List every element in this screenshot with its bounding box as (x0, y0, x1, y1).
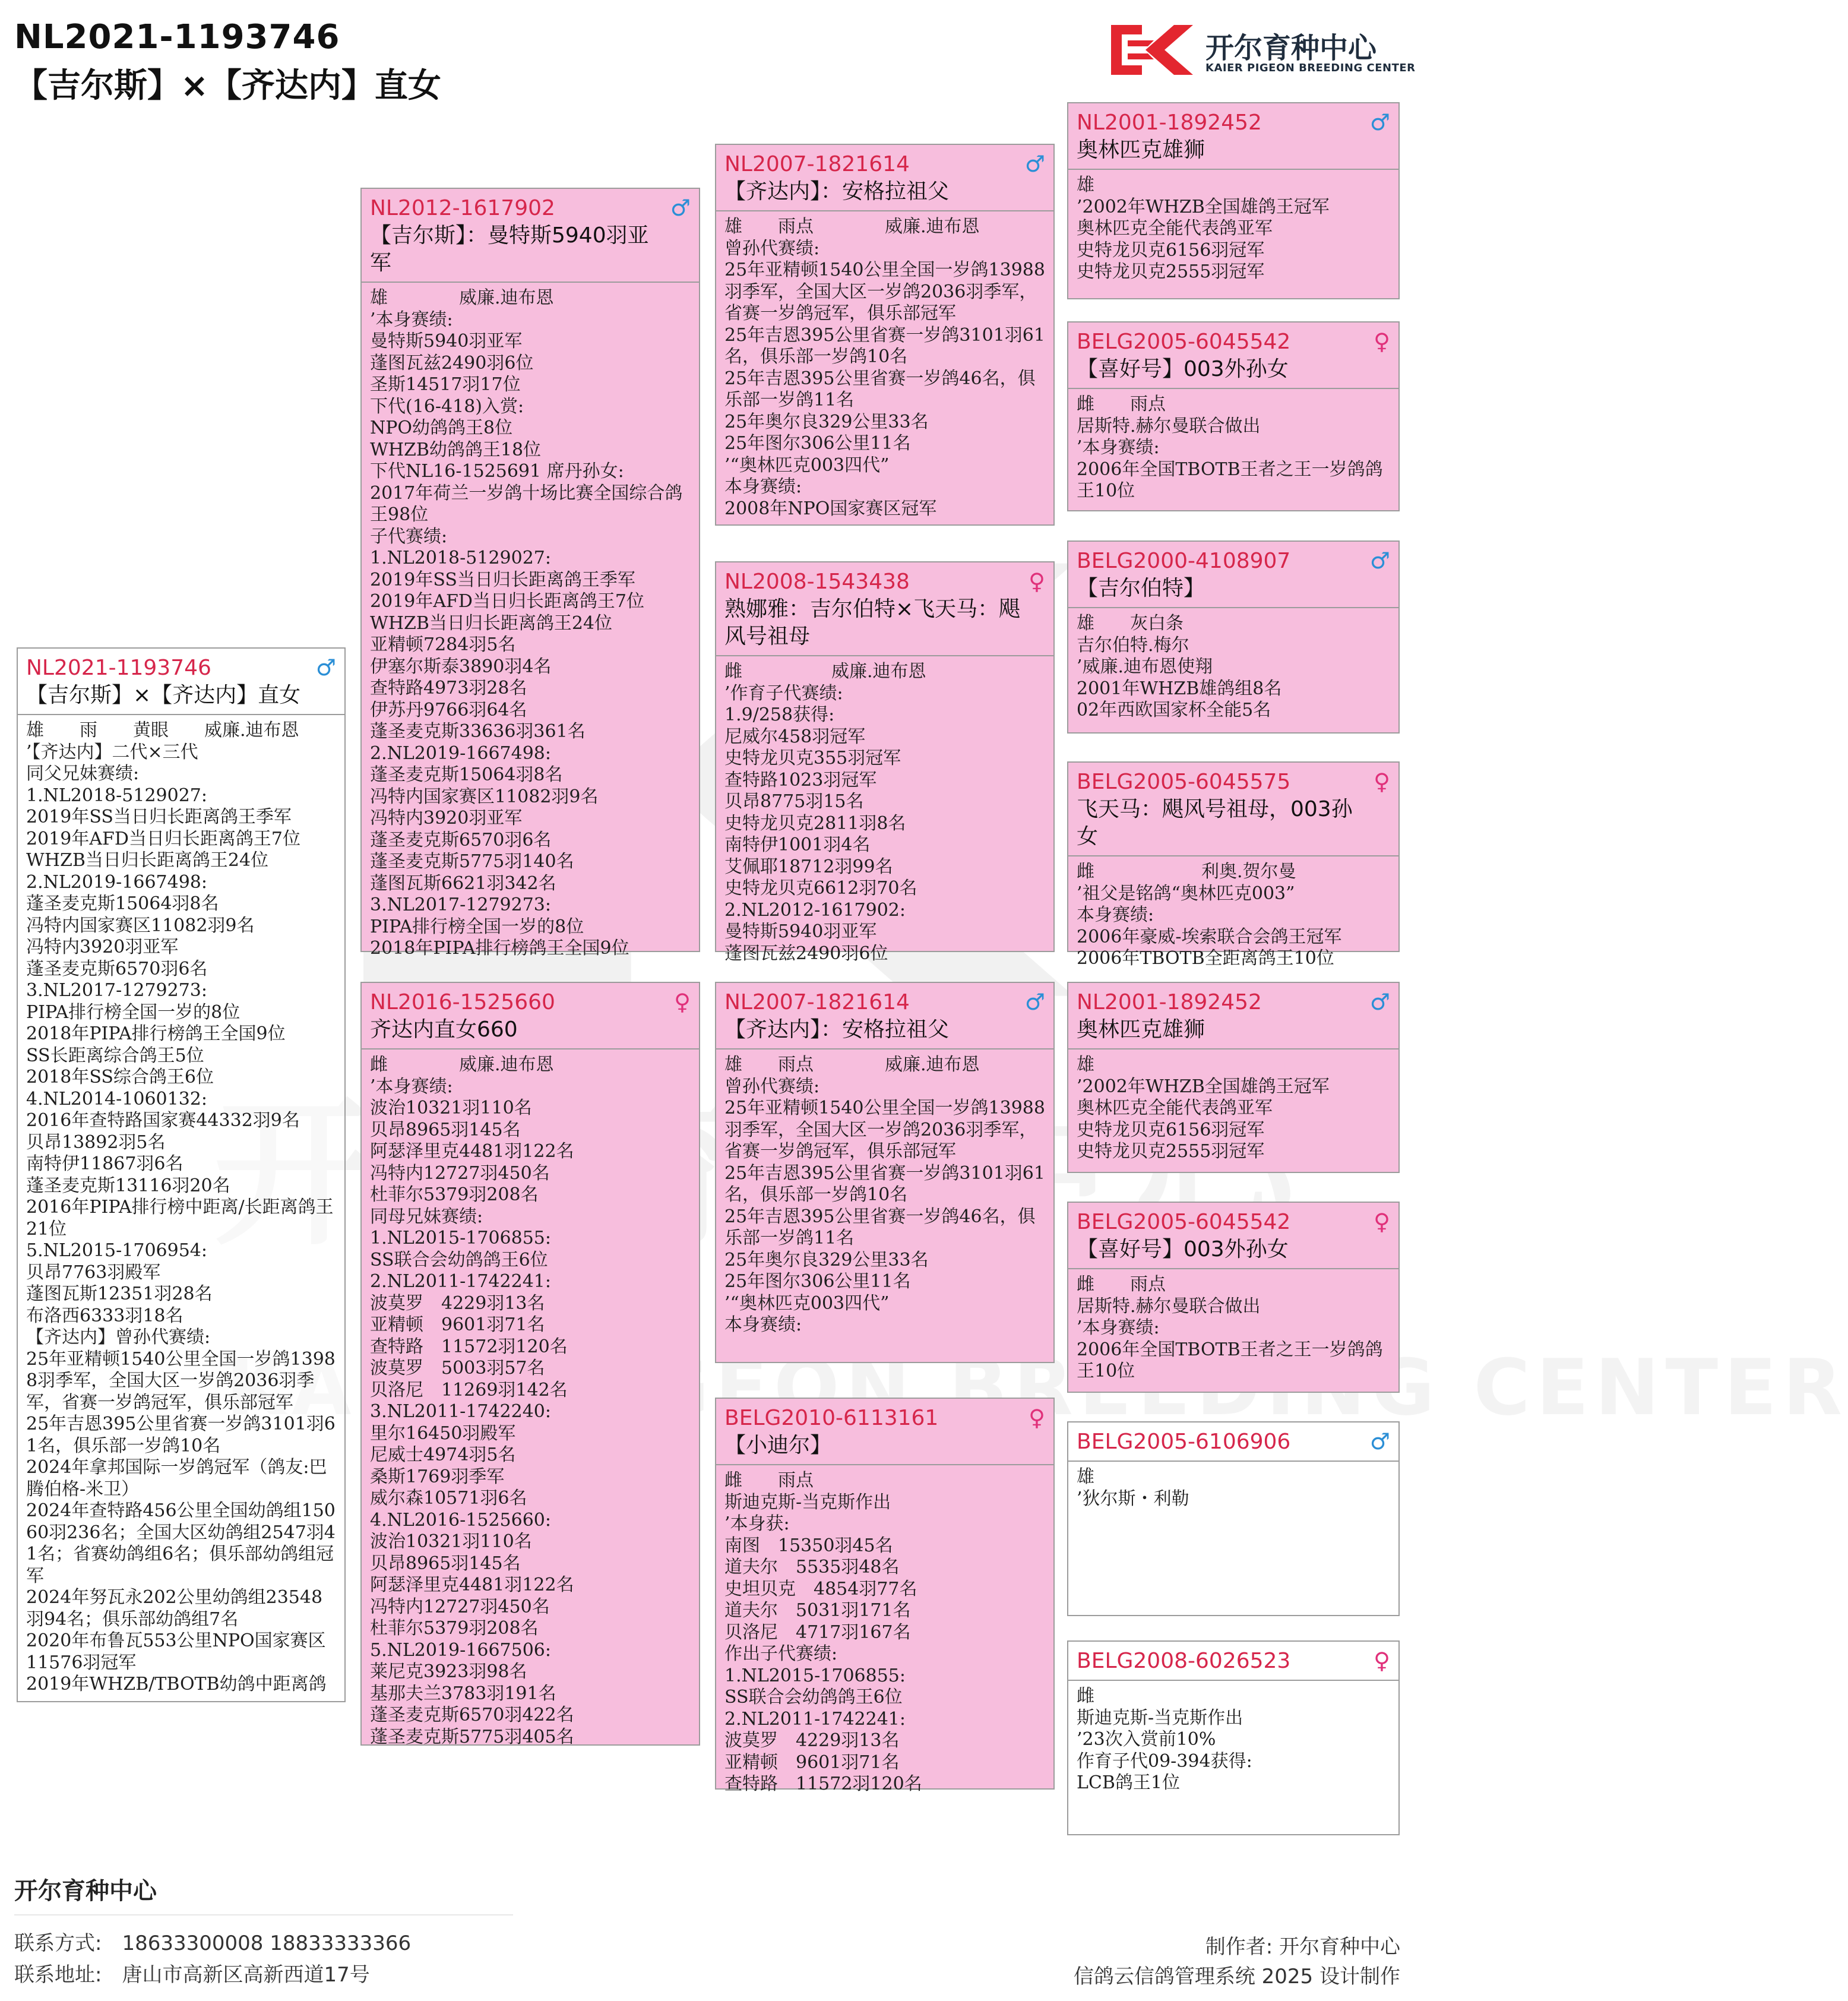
footer-contact: 联系方式: 18633300008 18833333366 (14, 1932, 412, 1955)
pigeon-details: 雄 ’狄尔斯・利勒 (1077, 1466, 1189, 1509)
pigeon-name: 【齐达内】：安格拉祖父 (724, 179, 950, 204)
pigeon-card-sire[interactable] (360, 188, 700, 959)
pigeon-name: 奥林匹克雄狮 (1077, 1017, 1205, 1042)
pigeon-name: 【吉尔伯特】 (1077, 576, 1205, 600)
pigeon-card-dam[interactable] (360, 982, 700, 1746)
footer-divider (14, 1914, 513, 1915)
pigeon-card-sire-sire[interactable] (715, 144, 1055, 526)
female-icon: ♀ (1029, 1405, 1045, 1431)
female-icon: ♀ (1374, 1648, 1390, 1674)
pigeon-name: 【吉尔斯】：曼特斯5940羽亚军 (370, 223, 649, 275)
male-icon: ♂ (670, 195, 691, 221)
pigeon-details: 雌 雨点 居斯特.赫尔曼联合做出 ’本身赛绩: 2006年全国TBOTB王者之王一岁鸽鸽王10位 (1077, 394, 1383, 501)
logo-english: KAIER PIGEON BREEDING CENTER (1205, 62, 1416, 74)
pigeon-name: 【小迪尔】 (724, 1433, 832, 1458)
logo-name: 开尔育种中心 (1205, 31, 1377, 65)
pigeon-details: 雄 ’2002年WHZB全国雄鸽王冠军 奥林匹克全能代表鸽亚军 史特龙贝克6156羽冠军 史特龙贝克2555羽冠军 (1077, 175, 1330, 282)
pigeon-name: 【齐达内】：安格拉祖父 (724, 1017, 950, 1042)
pigeon-card-dam-dam[interactable] (715, 1398, 1055, 1794)
kaier-logo-icon (1107, 21, 1197, 78)
pigeon-details: 雌 雨点 居斯特.赫尔曼联合做出 ’本身赛绩: 2006年全国TBOTB王者之王一岁鸽鸽王10位 (1077, 1274, 1383, 1382)
footer-system: 信鸽云信鸽管理系统 2025 设计制作 (1073, 1965, 1400, 1989)
pigeon-card-sire-dam[interactable] (715, 561, 1055, 964)
ring-number: NL2021-1193746 (26, 656, 211, 680)
pigeon-name: 齐达内直女660 (370, 1017, 518, 1042)
female-icon: ♀ (1374, 1209, 1390, 1235)
ring-number: NL2001-1892452 (1077, 110, 1262, 135)
pigeon-details: 雄 雨点 威廉.迪布恩 曾孙代赛绩: 25年亚精顿1540公里全国一岁鸽13988羽季军，全国大区一岁鸽2036羽季军，省赛一岁鸽冠军，俱乐部冠军 25年吉恩395公里省赛一岁鸽3101羽61名，俱乐部一岁鸽10名 25年吉恩395公里省赛一岁鸽46名，俱乐部一岁鸽11名 25年奥尔良329公里33名 25年图尔306公里11名 ’“奥林匹克003四代” 本身赛绩: (724, 1054, 1045, 1335)
female-icon: ♀ (1374, 769, 1390, 795)
pigeon-details: 雄 雨 黄眼 威廉.迪布恩 ’【齐达内】二代×三代 同父兄妹赛绩: 1.NL2018-5129027: 2019年SS当日归长距离鸽王季军 2019年AFD当日归长距离鸽王7位 WHZB当日归长距离鸽王24位 2.NL2019-1667498: 蓬圣麦克斯15064羽8名 冯特内国家赛区11082羽9名 冯特内3920羽亚军 蓬圣麦克斯6570羽6名 3.NL2017-1279273: PIPA排行榜全国一岁的8位 2018年PIPA排行榜鸽王全国9位 SS长距离综合鸽王5位 2018年SS综合鸽王6位 4.NL2014-1060132: 2016年查特路国家赛44332羽9名 贝昂13892羽5名 南特伊11867羽6名 蓬圣麦克斯13116羽20名 2016年PIPA排行榜中距离/长距离鸽王21位 5.NL2015-1706954: 贝昂7763羽殿军 蓬图瓦斯12351羽28名 布洛西6333羽18名 【齐达内】曾孙代赛绩: 25年亚精顿1540公里全国一岁鸽13988羽季军，全国大区一岁鸽2036羽季军，省赛一岁鸽冠军，俱乐部冠军 25年吉恩395公里省赛一岁鸽3101羽61名，俱乐部一岁鸽10名 2024年拿邦国际一岁鸽冠军（鸽友:巴腾伯格-米卫） 2024年查特路456公里全国幼鸽组15060羽236名；全国大区幼鸽组2547羽41名；省赛幼鸽组6名；俱乐部幼鸽组冠军 2024年努瓦永202公里幼鸽组23548羽94名；俱乐部幼鸽组7名 2020年布鲁瓦553公里NPO国家赛区11576羽冠军 2019年WHZB/TBOTB幼鸽中距离鸽 (26, 720, 336, 1695)
pigeon-card-dss[interactable] (1067, 982, 1400, 1173)
pigeon-details: 雄 灰白条 吉尔伯特.梅尔 ’威廉.迪布恩使翔 2001年WHZB雄鸽组8名 02年西欧国家杯全能5名 (1077, 613, 1282, 720)
ring-number: BELG2005-6045542 (1077, 1210, 1291, 1234)
ring-number: BELG2000-4108907 (1077, 549, 1291, 573)
pigeon-card-sds[interactable] (1067, 540, 1400, 734)
pigeon-details: 雌 利奥.贺尔曼 ’祖父是铭鸽“奥林匹克003” 本身赛绩: 2006年豪威-埃索联合会鸽王冠军 2006年TBOTB全距离鸽王10位 (1077, 861, 1342, 969)
pigeon-details: 雄 雨点 威廉.迪布恩 曾孙代赛绩: 25年亚精顿1540公里全国一岁鸽13988羽季军，全国大区一岁鸽2036羽季军，省赛一岁鸽冠军，俱乐部冠军 25年吉恩395公里省赛一岁鸽3101羽61名，俱乐部一岁鸽10名 25年吉恩395公里省赛一岁鸽46名，俱乐部一岁鸽11名 25年奥尔良329公里33名 25年图尔306公里11名 ’“奥林匹克003四代” 本身赛绩: 2008年NPO国家赛区冠军 (724, 216, 1045, 519)
ring-number: BELG2008-6026523 (1077, 1649, 1291, 1673)
male-icon: ♂ (1369, 989, 1390, 1015)
pigeon-name: 奥林匹克雄狮 (1077, 138, 1205, 162)
ring-number: NL2007-1821614 (724, 990, 910, 1014)
male-icon: ♂ (1024, 989, 1045, 1015)
male-icon: ♂ (1369, 548, 1390, 574)
pigeon-details: 雄 威廉.迪布恩 ’本身赛绩: 曼特斯5940羽亚军 蓬图瓦兹2490羽6位 圣斯14517羽17位 下代(16-418)入赏: NPO幼鸽鸽王8位 WHZB幼鸽鸽王18位 下代NL16-1525691 席丹孙女: 2017年荷兰一岁鸽十场比赛全国综合鸽王98位 子代赛绩: 1.NL2018-5129027: 2019年SS当日归长距离鸽王季军 2019年AFD当日归长距离鸽王7位 WHZB当日归长距离鸽王24位 亚精顿7284羽5名 伊塞尔斯泰3890羽4名 查特路4973羽28名 伊苏丹9766羽64名 蓬圣麦克斯33636羽361名 2.NL2019-1667498: 蓬圣麦克斯15064羽8名 冯特内国家赛区11082羽9名 冯特内3920羽亚军 蓬圣麦克斯6570羽6名 蓬圣麦克斯5775羽140名 蓬图瓦斯6621羽342名 3.NL2017-1279273: PIPA排行榜全国一岁的8位 2018年PIPA排行榜鸽王全国9位 (370, 287, 683, 959)
pigeon-name: 【喜好号】003外孙女 (1077, 1237, 1289, 1262)
pigeon-name: 飞天马：飓风号祖母，003孙女 (1077, 797, 1353, 849)
male-icon: ♂ (315, 655, 336, 681)
female-icon: ♀ (1029, 568, 1045, 595)
ring-number: BELG2005-6045575 (1077, 770, 1291, 794)
male-icon: ♂ (1369, 109, 1390, 135)
pigeon-details: 雄 ’2002年WHZB全国雄鸽王冠军 奥林匹克全能代表鸽亚军 史特龙贝克6156羽冠军 史特龙贝克2555羽冠军 (1077, 1054, 1330, 1162)
ring-number: NL2001-1892452 (1077, 990, 1262, 1014)
ring-number: NL2007-1821614 (724, 152, 910, 176)
pigeon-details: 雌 威廉.迪布恩 ’作育子代赛绩: 1.9/258获得: 尼威尔458羽冠军 史特龙贝克355羽冠军 查特路1023羽冠军 贝昂8775羽15名 史特龙贝克2811羽8名 南特伊1001羽4名 艾佩耶18712羽99名 史特龙贝克6612羽70名 2.NL2012-1617902: 曼特斯5940羽亚军 蓬图瓦兹2490羽6位 (724, 661, 926, 964)
pigeon-card-sss[interactable] (1067, 102, 1400, 299)
footer-address: 联系地址: 唐山市高新区高新西道17号 (14, 1963, 370, 1987)
pedigree-name-title: 【吉尔斯】×【齐达内】直女 (14, 67, 441, 105)
pigeon-name: 【吉尔斯】×【齐达内】直女 (26, 683, 301, 707)
pigeon-name: 熟娜雅：吉尔伯特×飞天马：飓风号祖母 (724, 597, 1021, 649)
female-icon: ♀ (1374, 328, 1390, 355)
ring-number: BELG2005-6106906 (1077, 1430, 1291, 1454)
pigeon-details: 雌 斯迪克斯-当克斯作出 ’23次入赏前10% 作育子代09-394获得: LCB鸽王1位 (1077, 1686, 1252, 1793)
pigeon-card-subject[interactable] (17, 647, 346, 1702)
footer-maker: 制作者: 开尔育种中心 (1205, 1935, 1400, 1959)
footer-brand: 开尔育种中心 (14, 1877, 157, 1905)
brand-logo (1107, 21, 1416, 81)
male-icon: ♂ (1024, 151, 1045, 177)
pigeon-details: 雌 威廉.迪布恩 ’本身赛绩: 波治10321羽110名 贝昂8965羽145名 阿瑟泽里克4481羽122名 冯特内12727羽450名 杜菲尔5379羽208名 同母兄妹赛绩: 1.NL2015-1706855: SS联合会幼鸽鸽王6位 2.NL2011-1742241: 波莫罗 4229羽13名 亚精顿 9601羽71名 查特路 11572羽120名 波莫罗 5003羽57名 贝洛尼 11269羽142名 3.NL2011-1742240: 里尔16450羽殿军 尼威士4974羽5名 桑斯1769羽季军 威尔森10571羽6名 4.NL2016-1525660: 波治10321羽110名 贝昂8965羽145名 阿瑟泽里克4481羽122名 冯特内12727羽450名 杜菲尔5379羽208名 5.NL2019-1667506: 莱尼克3923羽98名 基那夫兰3783羽191名 蓬圣麦克斯6570羽422名 蓬圣麦克斯5775羽405名 (370, 1054, 574, 1747)
ring-number: NL2012-1617902 (370, 196, 555, 220)
pigeon-card-sdd[interactable] (1067, 761, 1400, 969)
ring-number: BELG2005-6045542 (1077, 330, 1291, 354)
pigeon-name: 【喜好号】003外孙女 (1077, 357, 1289, 381)
pigeon-card-ddd[interactable] (1067, 1640, 1400, 1835)
pigeon-details: 雌 雨点 斯迪克斯-当克斯作出 ’本身获: 南图 15350羽45名 道夫尔 5535羽48名 史坦贝克 4854羽77名 道夫尔 5031羽171名 贝洛尼 4717羽167名 作出子代赛绩: 1.NL2015-1706855: SS联合会幼鸽鸽王6位 2.NL2011-1742241: 波莫罗 4229羽13名 亚精顿 9601羽71名 查特路 11572羽120名 (724, 1470, 922, 1794)
pedigree-ring-title: NL2021-1193746 (14, 18, 340, 56)
pigeon-card-ssd[interactable] (1067, 321, 1400, 511)
ring-number: NL2008-1543438 (724, 570, 910, 594)
pigeon-card-dds[interactable] (1067, 1421, 1400, 1616)
ring-number: BELG2010-6113161 (724, 1406, 939, 1430)
ring-number: NL2016-1525660 (370, 990, 555, 1014)
pigeon-card-dam-sire[interactable] (715, 982, 1055, 1363)
female-icon: ♀ (674, 989, 691, 1015)
pigeon-card-dsd[interactable] (1067, 1202, 1400, 1393)
male-icon: ♂ (1369, 1428, 1390, 1455)
